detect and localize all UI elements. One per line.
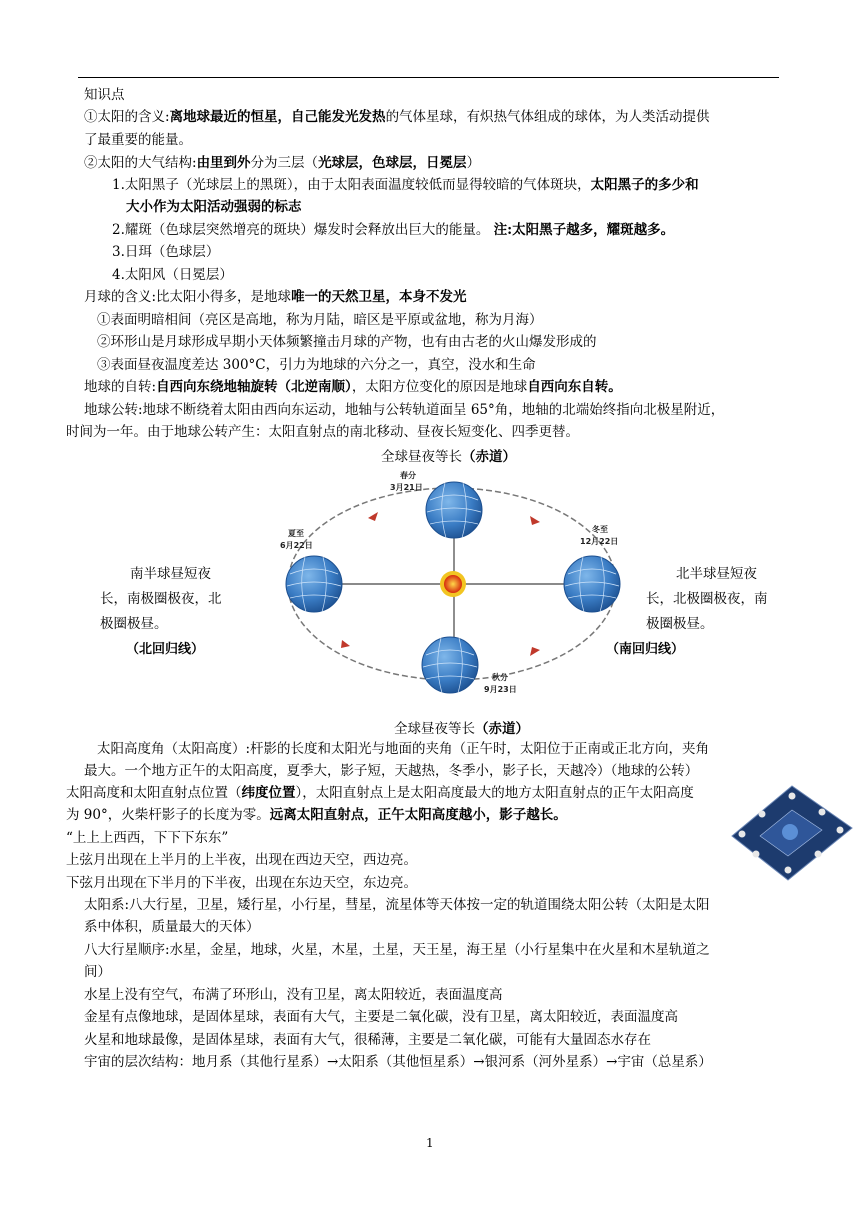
diagram-top-caption: 全球昼夜等长（赤道） xyxy=(381,449,516,465)
text-line: 为 90°，火柴杆影子的长度为零。远离太阳直射点，正午太阳高度越小，影子越长。 xyxy=(66,807,567,823)
text-line: 下弦月出现在下半月的下半夜，出现在东边天空，东边亮。 xyxy=(66,875,417,891)
text-line: 金星有点像地球，是固体星球，表面有大气，主要是二氧化碳，没有卫星，离太阳较近，表面温度高 xyxy=(84,1009,678,1025)
text-line: ②环形山是月球形成早期小天体频繁撞击月球的产物，也有由古老的火山爆发形成的 xyxy=(97,334,597,350)
earth-icon xyxy=(782,824,798,840)
autumn-label: 秋分 xyxy=(492,673,508,682)
text-line: 八大行星顺序:水星，金星，地球，火星，木星，土星，天王星，海王星（小行星集中在火星和木星轨道之 xyxy=(84,942,710,958)
text-line: ③表面昼夜温度差达 300°C，引力为地球的六分之一，真空，没水和生命 xyxy=(97,357,536,373)
text-line: 月球的含义:比太阳小得多，是地球唯一的天然卫星，本身不发光 xyxy=(84,289,467,305)
left-text-line: 长，南极圈极夜，北 xyxy=(100,591,222,607)
text-line: 火星和地球最像，是固体星球，表面有大气，很稀薄，主要是二氧化碳，可能有大量固态水存在 xyxy=(84,1032,651,1048)
winter-date: 12月22日 xyxy=(580,537,619,546)
left-tropic: （北回归线） xyxy=(126,642,205,657)
text-line: 水星上没有空气，布满了环形山，没有卫星，离太阳较近，表面温度高 xyxy=(84,987,503,1003)
text-line: “上上上西西，下下下东东” xyxy=(66,830,229,846)
right-annotation xyxy=(606,562,786,662)
text-line: ①表面明暗相间（亮区是高地，称为月陆，暗区是平原或盆地，称为月海） xyxy=(97,312,543,328)
moon-phase-figure xyxy=(722,784,854,882)
globe-winter-icon xyxy=(564,556,620,612)
left-annotation xyxy=(100,562,240,662)
text-line: 4.太阳风（日冕层） xyxy=(112,267,233,283)
left-text-line: 南半球昼短夜 xyxy=(130,566,211,582)
text-line: 太阳高度和太阳直射点位置（纬度位置），太阳直射点上是太阳高度最大的地方太阳直射点的正午太阳高度 xyxy=(66,785,694,801)
heading-knowledge: 知识点 xyxy=(84,87,125,103)
globe-spring-icon xyxy=(426,482,482,538)
text-line: 太阳系:八大行星，卫星，矮行星，小行星，彗星，流星体等天体按一定的轨道围绕太阳公转（太阳是太阳 xyxy=(84,897,710,913)
text-line: 地球的自转:自西向东绕地轴旋转（北逆南顺），太阳方位变化的原因是地球自西向东自转。 xyxy=(84,379,622,395)
autumn-date: 9月23日 xyxy=(484,685,517,694)
sun-icon xyxy=(440,571,466,597)
right-text-line: 北半球昼短夜 xyxy=(676,566,757,582)
spring-date: 3月21日 xyxy=(390,483,423,492)
diagram-bottom-caption: 全球昼夜等长（赤道） xyxy=(394,721,529,737)
summer-date: 6月22日 xyxy=(280,541,313,550)
text-line: 1.太阳黑子（光球层上的黑斑），由于太阳表面温度较低而显得较暗的气体斑块，太阳黑子的多少和 xyxy=(112,177,699,193)
text-line: 地球公转:地球不断绕着太阳由西向东运动，地轴与公转轨道面呈 65°角，地轴的北端始终指向北极星附近， xyxy=(84,402,725,418)
page-number: 1 xyxy=(426,1136,434,1150)
text-line: 3.日珥（色球层） xyxy=(112,244,220,260)
winter-label: 冬至 xyxy=(592,525,608,534)
text-line: 上弦月出现在上半月的上半夜，出现在西边天空，西边亮。 xyxy=(66,852,417,868)
earth-orbit-diagram xyxy=(270,460,630,705)
text-line: 最大。一个地方正午的太阳高度，夏季大，影子短，天越热，冬季小，影子长，天越冷）（地球的公转） xyxy=(84,763,699,779)
left-text-line: 极圈极昼。 xyxy=(100,616,168,632)
right-tropic: （南回归线） xyxy=(606,642,685,657)
right-text-line: 极圈极昼。 xyxy=(646,616,714,632)
text-line: 大小作为太阳活动强弱的标志 xyxy=(126,199,302,215)
text-line: 了最重要的能量。 xyxy=(84,132,192,148)
text-line: ①太阳的含义:离地球最近的恒星，自己能发光发热的气体星球，有炽热气体组成的球体，为人类活动提供 xyxy=(84,109,710,125)
text-line: 间） xyxy=(84,964,111,980)
right-text-line: 长，北极圈极夜，南 xyxy=(646,591,768,607)
header-rule xyxy=(78,77,779,78)
text-line: 太阳高度角（太阳高度）:杆影的长度和太阳光与地面的夹角（正午时，太阳位于正南或正北方向，夹角 xyxy=(97,741,710,757)
text-line: 宇宙的层次结构：地月系（其他行星系）→太阳系（其他恒星系）→银河系（河外星系）→宇宙（总星系） xyxy=(84,1054,712,1070)
text-line: 系中体积，质量最大的天体） xyxy=(84,919,260,935)
globe-autumn-icon xyxy=(422,637,478,693)
globe-summer-icon xyxy=(286,556,342,612)
text-line: 2.耀斑（色球层突然增亮的斑块）爆发时会释放出巨大的能量。 注:太阳黑子越多，耀斑越多。 xyxy=(112,222,675,238)
text-line: 时间为一年。由于地球公转产生：太阳直射点的南北移动、昼夜长短变化、四季更替。 xyxy=(66,424,579,440)
summer-label: 夏至 xyxy=(288,529,304,538)
spring-label: 春分 xyxy=(400,471,416,480)
text-line: ②太阳的大气结构:由里到外分为三层（光球层，色球层，日冕层） xyxy=(84,155,481,171)
